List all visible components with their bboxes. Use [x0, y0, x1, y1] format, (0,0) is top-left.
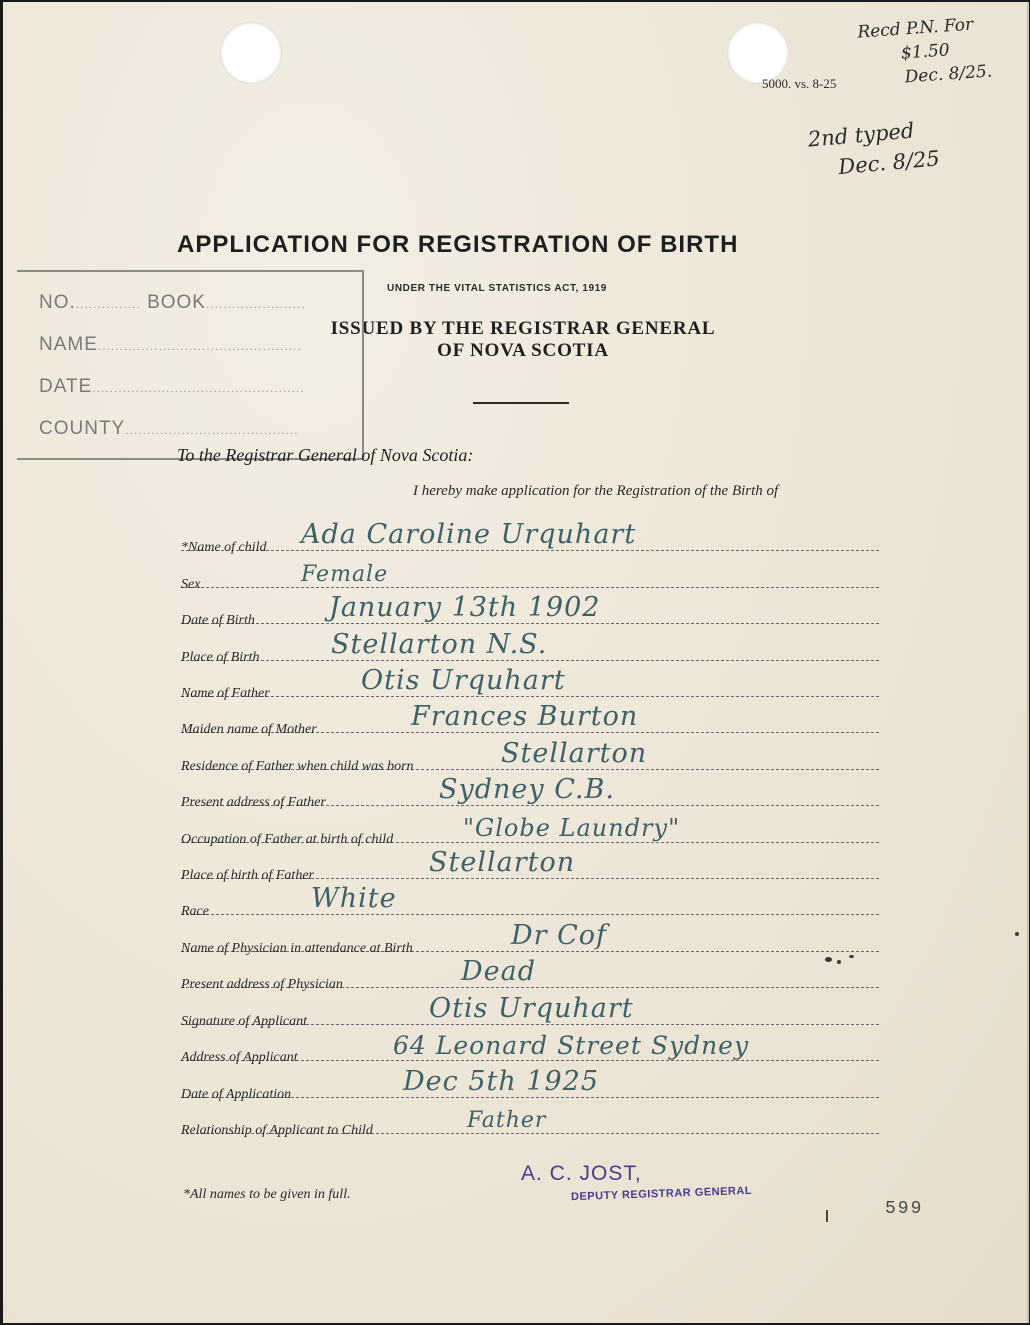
field-residence-of-father: [181, 738, 879, 774]
field-place-of-birth-of-father: [181, 847, 879, 883]
field-label: Name of Physician in attendance at Birth: [181, 941, 413, 956]
field-label: Signature of Applicant: [181, 1014, 307, 1029]
field-sex: [181, 559, 879, 592]
field-value: Stellarton: [501, 738, 648, 769]
filing-stamp: [17, 270, 364, 460]
field-value: Stellarton N.S.: [331, 629, 548, 660]
stamp-date-label: DATE: [39, 376, 93, 397]
margin-note-typed-line-1: 2nd typed: [806, 118, 916, 152]
title-divider: [473, 402, 569, 404]
punch-hole-left: [220, 22, 282, 84]
field-label: *Name of child: [181, 540, 267, 555]
declaration: I hereby make application for the Registration of the Birth of: [413, 483, 779, 499]
page-title: APPLICATION FOR REGISTRATION OF BIRTH: [177, 231, 739, 258]
stamp-book-label: BOOK: [147, 292, 206, 313]
margin-note-line-2: $1.50: [900, 40, 951, 64]
margin-note-line-3: Dec. 8/25.: [904, 61, 993, 88]
margin-note-typed-line-2: Dec. 8/25: [837, 146, 941, 180]
field-label: Date of Application: [181, 1087, 292, 1102]
margin-note-payment: [857, 11, 993, 92]
issuer-line-1: ISSUED BY THE REGISTRAR GENERAL: [330, 318, 716, 339]
punch-hole-right: [727, 22, 789, 84]
field-label: Relationship of Applicant to Child: [181, 1123, 373, 1138]
ink-speck: [837, 960, 841, 964]
margin-note-line-1: Recd P.N. For: [856, 14, 974, 43]
field-maiden-name-of-mother: [181, 701, 879, 737]
field-value: Sydney C.B.: [439, 774, 615, 805]
field-race: [181, 883, 879, 919]
field-occupation-of-father: [181, 814, 879, 847]
footnote: *All names to be given in full.: [183, 1187, 351, 1202]
field-value: Female: [301, 562, 389, 587]
field-value: 64 Leonard Street Sydney: [393, 1031, 750, 1060]
stamp-county-label: COUNTY: [39, 418, 126, 439]
salutation: To the Registrar General of Nova Scotia:: [177, 445, 474, 465]
stamp-county-line: COUNTY........................................: [39, 418, 299, 439]
field-value: White: [311, 883, 397, 914]
deputy-stamp-name: A. C. JOST,: [521, 1162, 642, 1185]
field-value: Frances Burton: [411, 701, 639, 732]
stamp-name-line: NAME...............................................: [39, 334, 302, 355]
field-name-of-physician: [181, 920, 879, 956]
field-label: Date of Birth: [181, 613, 255, 628]
ink-speck: [1015, 932, 1019, 936]
field-value: Dec 5th 1925: [403, 1066, 600, 1097]
issuer-line-2: OF NOVA SCOTIA: [437, 340, 609, 361]
field-label: Present address of Physician: [181, 977, 343, 992]
field-relationship-to-child: [181, 1105, 879, 1138]
field-place-of-birth: [181, 629, 879, 665]
field-label: Maiden name of Mother: [181, 722, 317, 737]
field-value: January 13th 1902: [329, 592, 601, 623]
field-label: Place of Birth: [181, 650, 260, 665]
stamp-date-line: DATE.................................................: [39, 376, 305, 397]
field-date-of-birth: [181, 592, 879, 628]
document-page: [3, 2, 1029, 1323]
field-label: Name of Father: [181, 686, 270, 701]
field-name-of-father: [181, 665, 879, 701]
field-address-of-applicant: [181, 1031, 879, 1065]
tick-mark: [826, 1210, 828, 1222]
deputy-stamp-title: DEPUTY REGISTRAR GENERAL: [570, 1184, 753, 1204]
page-subtitle: UNDER THE VITAL STATISTICS ACT, 1919: [387, 283, 607, 294]
stamp-name-label: NAME: [39, 334, 98, 355]
stamp-no-label: NO.: [39, 292, 76, 313]
field-label: Race: [181, 904, 209, 919]
field-signature-of-applicant: [181, 993, 879, 1029]
field-value: "Globe Laundry": [463, 814, 681, 842]
stamp-no-book-line: NO................ BOOK.......................: [39, 292, 306, 313]
form-reference: 5000. vs. 8-25: [762, 76, 837, 91]
field-label: Place of birth of Father: [181, 868, 314, 883]
field-name-of-child: [181, 519, 879, 555]
field-value: Dr Cof: [511, 920, 608, 951]
ink-speck: [825, 957, 832, 962]
field-value: Dead: [461, 956, 537, 987]
field-present-address-of-physician: [181, 956, 879, 992]
field-value: Father: [467, 1108, 547, 1133]
field-value: Otis Urquhart: [361, 665, 566, 696]
field-label: Present address of Father: [181, 795, 326, 810]
field-label: Occupation of Father at birth of child: [181, 832, 394, 847]
deputy-registrar-stamp: [521, 1162, 753, 1204]
field-label: Residence of Father when child was born: [181, 759, 414, 774]
margin-note-typed: [807, 113, 941, 184]
field-value: Stellarton: [429, 847, 576, 878]
ink-speck: [849, 955, 854, 958]
field-date-of-application: [181, 1066, 879, 1102]
field-present-address-of-father: [181, 774, 879, 810]
field-label: Sex: [181, 577, 201, 592]
field-value: Ada Caroline Urquhart: [301, 519, 637, 550]
page-number: 599: [885, 1199, 924, 1219]
field-value: Otis Urquhart: [429, 993, 634, 1024]
field-label: Address of Applicant: [181, 1050, 298, 1065]
